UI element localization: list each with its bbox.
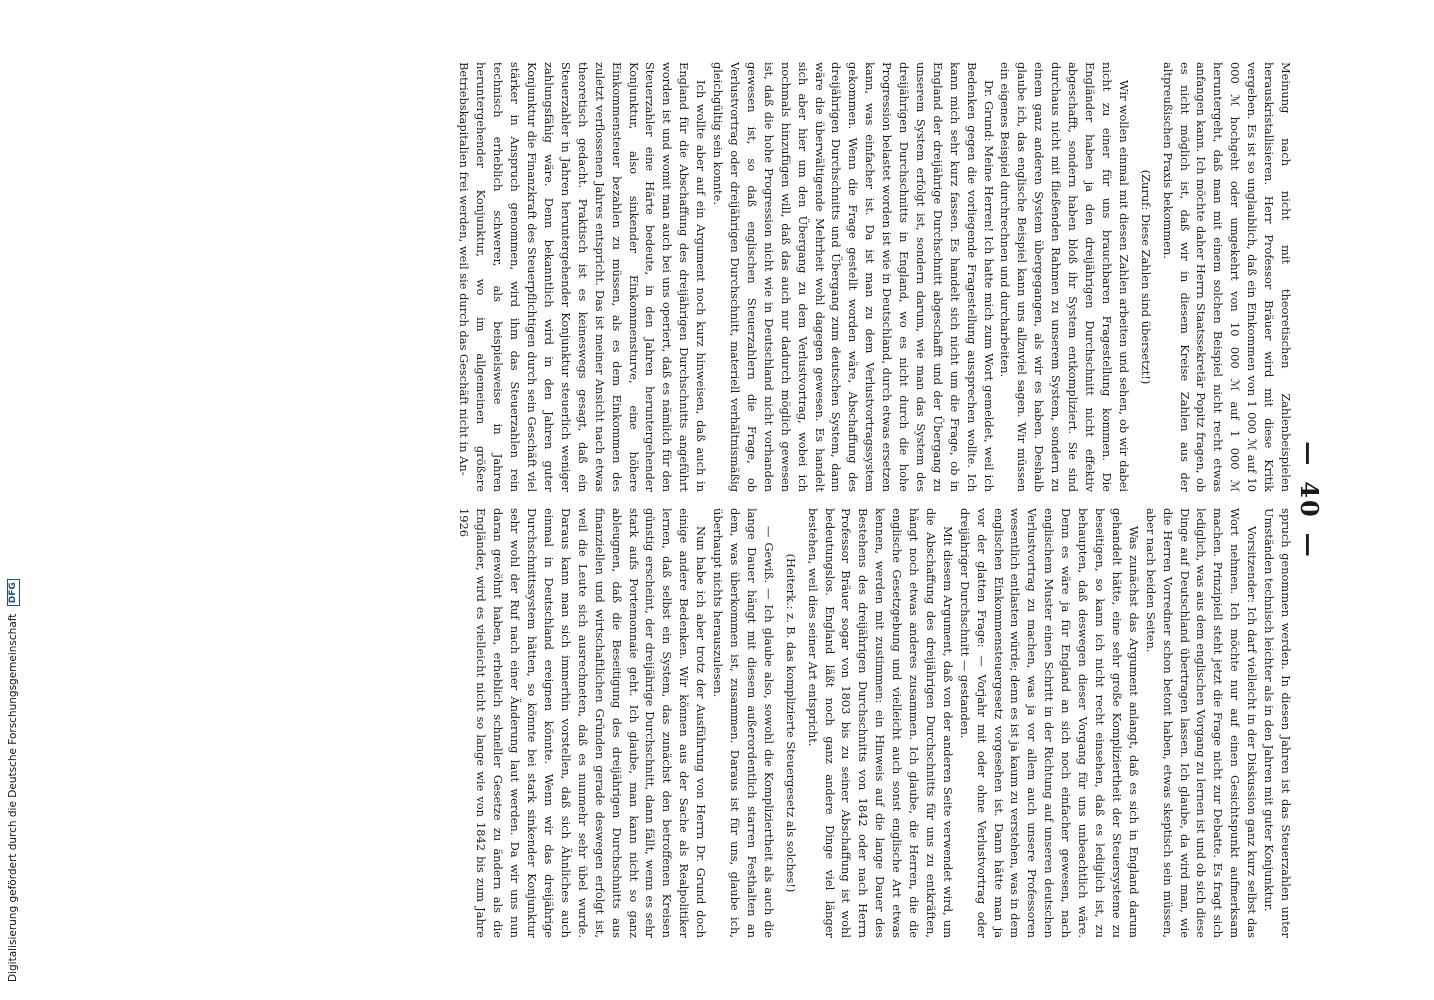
- paragraph: (Heiterk.: z. B. das komplizierte Steuergesetz als solches!): [783, 553, 798, 893]
- digitization-note: [0, 0, 19, 992]
- page-number: —40—: [1295, 441, 1324, 559]
- paragraph: spruch genommen werden. In diesen Jahren ist das Steuerzahlen unter Umständen technisch leichter als in den Jahren mit guter Konjunktur.: [1262, 508, 1293, 938]
- left-text-column: [144, 62, 1294, 492]
- paragraph: Dr. Grund: Meine Herren! Ich hatte mich zum Wort gemeldet, weil ich Bedenken gegen die vorliegende Fragestellung aussprechen wollte. Ich kann mich sehr kurz fassen. Es handelt sich nicht um die Frage, ob in England der dreijährige Durchschnitt abgeschafft und der Übergang zu unserem System erfolgt ist, sondern darum, wie man das System des dreijährigen Durchschnitts in England, wo es nicht durch die hohe Progression belastet worden ist wie in Deutschland, durch etwas ersetzen kann, was einfacher ist. Da ist man zu dem Verlustvortragssystem gekommen. Wenn die Frage gestellt worden wäre, Abschaffung des dreijährigen Durchschnitts und Übergang zum deutschen System, dann wäre die überwältigende Mehrheit wohl dagegen gewesen. Es handelt sich aber hier um den Übergang zu dem Verlustvortrag, wobei ich nochmals hinzufügen will, daß das auch nur dadurch möglich gewesen ist, daß die hohe Progression nicht wie in Deutschland nicht vorhanden gewesen ist, so daß englischen Steuerzahlern die Frage, ob Verlustvortrag oder dreijährigen Durchschnitt, materiell verhältnismäßig gleichgültig sein konnte.: [711, 62, 996, 492]
- paragraph: Mit diesem Argument, daß von der anderen Seite verwendet wird, um die Abschaffung des dreijährigen Durchschnitts für uns zu entkräften, hängt noch etwas anderes zusammen. Ich glaube, die Herren, die die englische Gesetzgebung und vielleicht auch sonst englische Art etwas kennen, werden mit zustimmen: ein Hinweis auf die lange Dauer des Bestehens des dreijährigen Durchschnitts von 1842 oder nach Herrn Professor Bräuer sogar von 1803 bis zu seiner Abschaffung ist wohl bedeutungslos. England läßt noch ganz andere Dinge viel länger bestehen, weil dies seiner Art entspricht.: [805, 508, 955, 938]
- page-number-value: 40: [1295, 481, 1324, 519]
- paragraph: Wir wollen einmal mit diesen Zahlen arbeiten und sehen, ob wir dabei nicht zu einer für uns brauchbaren Fragestellung kommen. Die Engländer haben ja den dreijährigen Durchschnitt nicht effektiv abgeschafft, sondern haben bloß ihr System entkompliziert. Sie sind durchaus nicht mit fließenden Rahmen zu unserem System, sondern zu einem ganz anderen System übergegangen, als wir es haben. Deshalb glaube ich, das englische Beispiel kann uns allzuviel sagen. Wir müssen ein eigenes Beispiel durchrechnen und durcharbeiten.: [998, 62, 1131, 492]
- paragraph: Vorsitzender: Ich darf vielleicht in der Diskussion ganz kurz selbst das Wort nehmen. Ich möchte nur auf einen Gesichtspunkt aufmerksam machen. Prinzipiell steht jetzt die Frage nicht zur Debatte. Es fragt sich lediglich, was aus dem englischen Vorgang zu lernen ist und ob sich diese Dinge auf Deutschland übertragen lassen. Ich glaube, da wird man, wie die Herren Vorredner schon betont haben, etwas skeptisch sein müssen, aber nach beiden Seiten.: [1143, 508, 1260, 938]
- paragraph: Was zunächst das Argument anlangt, daß es sich in England darum gehandelt hätte, eine sehr große Kompliziertheit der Steuersysteme zu beseitigen, so kann ich nicht recht einsehen, daß es lediglich ist, zu behaupten, daß deswegen dieser Vorgang für uns unbeachtlich wäre. Denn es wäre ja für England an sich noch einfacher gewesen, nach englischem Muster einen Schritt in der Richtung auf unseren deutschen Verlustvortrag zu machen, was ja vor allem auch unsere Professoren wesentlich entlasten würde; denn es ist ja kaum zu verstehen, was in dem englischen Einkommensteuergesetz vorgesehen ist. Dann hätte man ja vor der glatten Frage: — Vorjahr mit oder ohne Verlustvortrag oder dreijähriger Durchschnitt — gestanden.: [957, 508, 1141, 938]
- paragraph: Ich wollte aber auf ein Argument noch kurz hinweisen, daß auch in England für die Abschaffung des dreijährigen Durchschnitts angeführt worden ist und womit man auch bei uns operiert, daß es nämlich für den Steuerzahler eine Härte bedeute, in den Jahren heruntergehender Konjunktur, also sinkender Einkommensturve, eine höhere Einkommensteuer bezahlen zu müssen, als es dem Einkommen des zuletzt verflossenen Jahres entspricht. Das ist meiner Ansicht nach etwas theoretisch gedacht. Praktisch ist es keineswegs gesagt, daß ein Steuerzahler in Jahren heruntergehender Konjunktur steuerlich weniger zahlungsfähig wäre. Denn bekanntlich wird in den Jahren guter Konjunktur die Finanzkraft des Steuerpflichtigen durch sein Geschäft viel stärker in Anspruch genommen, wird ihm das Steuerzahlen rein technisch erheblich schwerer, als beispielsweise in Jahren heruntergehender Konjunktur, wo im allgemeinen größere Betriebskapitalien frei werden, weil sie durch das Geschäft nicht in An-: [457, 62, 709, 492]
- paragraph: Meinung nach nicht mit theoretischen Zahlenbeispielen herauskristallisieren. Herr Professor Bräuer wird mit diese Kritik vergeben. Es ist so unglaublich, daß ein Einkommen von 1 000 ℳ auf 10 000 ℳ hochgeht oder umgekehrt von 10 000 ℳ auf 1 000 ℳ heruntergeht, daß man mit einem solchen Beispiel nicht recht etwas anfangen kann. Ich möchte daher Herrn Staatssekretär Popitz fragen, ob es nicht möglich ist, daß wir in diesem Kreise Zahlen aus der altpreußischen Praxis bekommen.: [1160, 62, 1293, 492]
- digitization-credit: Digitalisierung gefördert durch die Deutsche Forschungsgemeinschaft: [7, 613, 19, 982]
- paragraph: Nun habe ich aber trotz der Ausführung von Herrn Dr. Grund doch einige andere Bedenken. Wir können aus der Sache als Realpolitiker lernen, daß selbst ein System, das zunächst den betroffenen Kreisen günstig erscheint, der dreijährige Durchschnitt, dann fällt, wenn es sehr stark aufs Portemonnaie geht. Ich glaube, man kann nicht so ganz ableugnen, daß die Beseitigung des dreijährigen Durchschnitts aus finanziellen und wirtschaftlichen Gründen gerade deswegen erfolgt ist, weil die Leute sich ausrechneten, daß es nunmehr sehr übel wurde. Daraus kann man sich immerhin vorstellen, daß sich Ähnliches auch einmal in Deutschland ereignen könnte. Wenn wir das dreijährige Durchschnittssystem hätten, so könnte bei stark sinkender Konjunktur sehr wohl der Ruf nach einer Änderung laut werden. Da wir uns nun daran gewöhnt haben, erheblich schneller Gesetze zu ändern als die Engländer, wird es vielleicht nicht so lange wie von 1842 bis zum Jahre 1926: [457, 508, 709, 938]
- paragraph: (Zuruf: Diese Zahlen sind übersetzt!): [1138, 169, 1153, 385]
- dfg-logo: DFG: [7, 579, 20, 606]
- paragraph: — Gewiß. — Ich glaube also, sowohl die Kompliziertheit als auch die lange Dauer hängt mit diesem außerordentlich starren Festhalten an dem, was überkommen ist, zusammen. Daraus ist für uns, glaube ich, überhaupt nichts herauszulesen.: [711, 508, 776, 938]
- right-text-column: [144, 508, 1294, 938]
